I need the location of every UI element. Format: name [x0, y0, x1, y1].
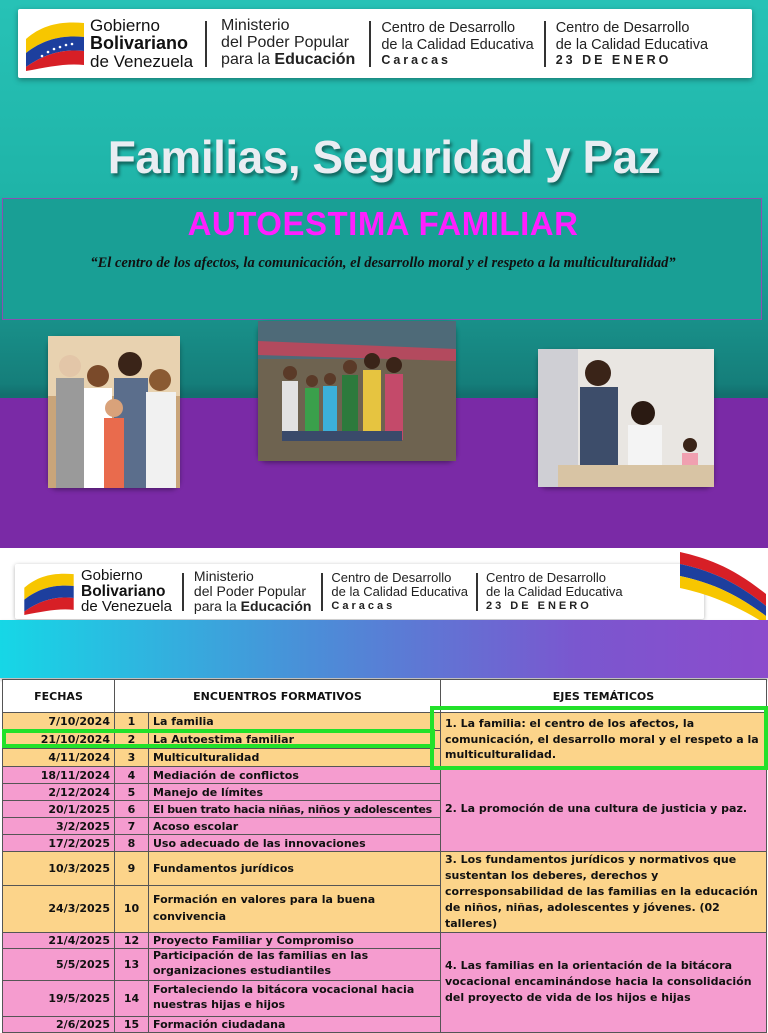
venezuela-flag-icon: [24, 17, 86, 71]
page-title: Familias, Seguridad y Paz: [107, 131, 661, 183]
center-caracas: Centro de Desarrollo de la Calidad Educativa Caracas: [381, 20, 534, 67]
ministry-name: Ministerio del Poder Popular para la Educación: [221, 17, 356, 68]
table-row: 2/12/2024 5 Manejo de límites: [3, 784, 767, 801]
axis-4-cell: 4. Las familias en la orientación de la bitácora vocacional encaminándose hacia la consolidación del proyecto de vida de los hijos e hijas: [441, 932, 767, 1032]
government-header-banner: [18, 9, 752, 78]
government-name: Gobierno Bolivariano de Venezuela: [90, 15, 194, 71]
family-photo-left: [48, 336, 180, 488]
family-photo-center: [258, 321, 456, 461]
column-header-encounters: ENCUENTROS FORMATIVOS: [115, 680, 441, 713]
center-23-de-enero: Centro de Desarrollo de la Calidad Educativa 23 DE ENERO: [486, 569, 623, 612]
section-header-bar: [0, 620, 768, 678]
table-row: 17/2/2025 8 Uso adecuado de las innovaciones: [3, 835, 767, 852]
center-caracas: Centro de Desarrollo de la Calidad Educativa Caracas: [331, 569, 469, 612]
ministry-name: Ministerio del Poder Popular para la Educación: [193, 568, 312, 614]
subtitle-box: [2, 198, 762, 320]
center-23-de-enero: Centro de Desarrollo de la Calidad Educativa 23 DE ENERO: [555, 20, 709, 67]
table-row: 18/11/2024 4 Mediación de conflictos 2. La promoción de una cultura de justicia y paz.: [3, 767, 767, 784]
axis-1-cell: 1. La familia: el centro de los afectos, la comunicación, el desarrollo moral y el respeto a la multiculturalidad.: [441, 713, 767, 767]
table-row: 7/10/2024 1 La familia 1. La familia: el centro de los afectos, la comunicación, el desarrollo moral y el respeto a la multiculturalidad.: [3, 713, 767, 731]
table-row: 21/10/2024 2 La Autoestima familiar: [3, 731, 767, 749]
government-name: Gobierno Bolivariano de Venezuela: [81, 567, 172, 616]
table-row: 19/5/2025 14 Fortaleciendo la bitácora vocacional hacia nuestras hijas e hijos: [3, 980, 767, 1016]
waving-flag-icon: [676, 548, 768, 624]
table-header-row: [3, 680, 767, 713]
table-row: 5/5/2025 13 Participación de las familias en las organizaciones estudiantiles: [3, 948, 767, 980]
table-row: 10/3/2025 9 Fundamentos jurídicos 3. Los fundamentos jurídicos y normativos que sustentan los deberes, derechos y corresponsabilidad de las familias en la educación de niños, niñas, adolescentes y jóvenes. (02 talleres): [3, 852, 767, 886]
table-row: 20/1/2025 6 El buen trato hacia niñas, niños y adolescentes: [3, 801, 767, 818]
axis-3-cell: 3. Los fundamentos jurídicos y normativos que sustentan los deberes, derechos y corresponsabilidad de las familias en la educación de niños, niñas, adolescentes y jóvenes. (02 talleres): [441, 852, 767, 933]
classroom-photo-right: [538, 349, 714, 487]
table-row: 24/3/2025 10 Formación en valores para la buena convivencia: [3, 886, 767, 933]
subtitle: AUTOESTIMA FAMILIAR: [187, 205, 579, 242]
axis-2-cell: 2. La promoción de una cultura de justicia y paz.: [441, 767, 767, 852]
table-row: 4/11/2024 3 Multiculturalidad: [3, 749, 767, 767]
column-header-axes: EJES TEMÁTICOS: [441, 680, 767, 713]
table-row: 21/4/2025 12 Proyecto Familiar y Compromiso 4. Las familias en la orientación de la bitácora vocacional encaminándose hacia la consolidación del proyecto de vida de los hijos e hijas: [3, 932, 767, 948]
column-header-dates: FECHAS: [3, 680, 115, 713]
table-row: 3/2/2025 7 Acoso escolar: [3, 818, 767, 835]
government-header-banner: [15, 564, 704, 619]
quote-text: “El centro de los afectos, la comunicación, el desarrollo moral y el respeto a la multiculturalidad”: [90, 255, 676, 271]
schedule-table: [2, 679, 767, 1033]
venezuela-flag-icon: [21, 569, 77, 615]
table-row: 2/6/2025 15 Formación ciudadana: [3, 1016, 767, 1032]
